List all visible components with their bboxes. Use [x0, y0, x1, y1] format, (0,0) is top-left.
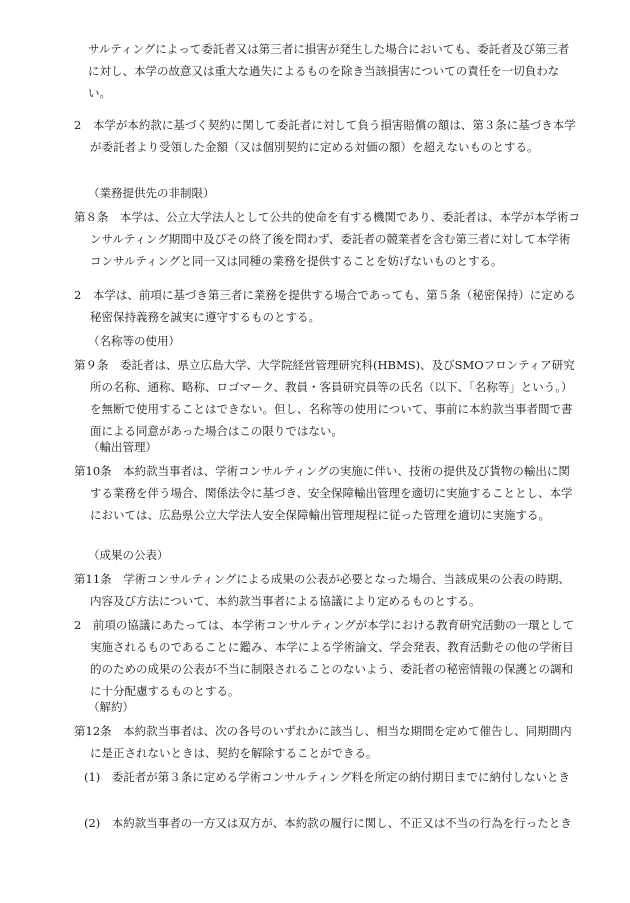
- intro-paragraph: サルティングによって委託者又は第三者に損害が発生した場合においても、委託者及び第三者に対し、本学の故意又は重大な過失によるものを除き当該損害についての責任を一切負わない。: [88, 42, 570, 100]
- article12-item-2: (2) 本約款当事者の一方又は双方が、本約款の履行に関し、不正又は不当の行為を行ったとき: [84, 816, 572, 830]
- article11-heading: （成果の公表）: [88, 548, 169, 562]
- article10-heading: （輸出管理）: [88, 440, 157, 454]
- article9-heading: （名称等の使用）: [88, 334, 180, 348]
- article8-body: 第８条 本学は、公立大学法人として公共的使命を有する機関であり、委託者は、本学が本学術コンサルティング期間中及びその終了後を問わず、委託者の競業者を含む第三者に対して本学術コンサルティングと同一又は同種の業務を提供することを妨げないものとする。: [74, 210, 580, 268]
- article12-body: 第12条 本約款当事者は、次の各号のいずれかに該当し、相当な期間を定めて催告し、同期間内に是正されないときは、契約を解除することができる。: [74, 724, 572, 760]
- article7-paragraph-2: 2 本学が本約款に基づく契約に関して委託者に対して負う損害賠償の額は、第３条に基づき本学が委託者より受領した金額（又は個別契約に定める対価の額）を超えないものとする。: [74, 118, 576, 154]
- article8-paragraph-2: 2 本学は、前項に基づき第三者に業務を提供する場合であっても、第５条（秘密保持）に定める秘密保持義務を誠実に遵守するものとする。: [74, 288, 576, 324]
- article11-paragraph-2: 2 前項の協議にあたっては、本学術コンサルティングが本学における教育研究活動の一環として実施されるものであることに鑑み、本学による学術論文、学会発表、教育活動その他の学術目的のための成果の公表が不当に制限されることのないよう、委託者の秘密情報の保護との調和に十分配慮するものとする。: [74, 618, 575, 698]
- article10-body: 第10条 本約款当事者は、学術コンサルティングの実施に伴い、技術の提供及び貨物の輸出に関する業務を伴う場合、関係法令に基づき、安全保障輸出管理を適切に実施することとし、本学においては、広島県公立大学法人安全保障輸出管理規程に従った管理を適切に実施する。: [74, 464, 573, 522]
- article8-heading: （業務提供先の非制限）: [88, 186, 215, 200]
- article9-body: 第９条 委託者は、県立広島大学、大学院経営管理研究科(HBMS)、及びSMOフロンティア研究所の名称、通称、略称、ロゴマーク、教員・客員研究員等の氏名（以下、「名称等」という。）を無断で使用することはできない。但し、名称等の使用について、事前に本約款当事者間で書面による同意があった場合はこの限りではない。: [74, 358, 575, 438]
- document-body: [74, 0, 580, 903]
- article12-item-1: (1) 委託者が第３条に定める学術コンサルティング料を所定の納付期日までに納付しないとき: [84, 770, 571, 784]
- article11-body: 第11条 学術コンサルティングによる成果の公表が必要となった場合、当該成果の公表の時期、内容及び方法について、本約款当事者による協議により定めるものとする。: [74, 572, 570, 608]
- article12-heading: （解約）: [88, 700, 134, 714]
